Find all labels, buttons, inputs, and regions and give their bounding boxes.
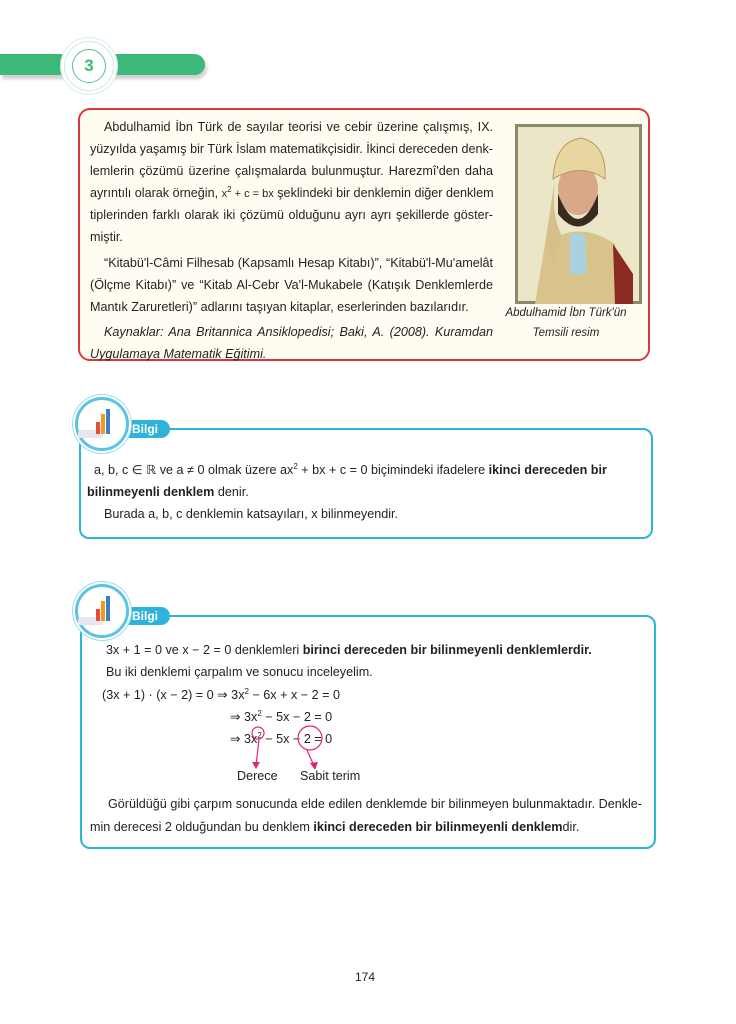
info-line: Bu iki denklemi çarpalım ve sonucu inceleyelim. <box>106 665 373 679</box>
bold-term: bilinmeyenli denklem <box>87 485 215 499</box>
sources-line: Uygulamaya Matematik Eğitimi. <box>90 347 267 361</box>
info-line <box>87 485 249 499</box>
text: ayrıntılı olarak örneğin, <box>90 186 222 200</box>
text-line <box>90 186 493 200</box>
page-number: 174 <box>355 970 376 984</box>
text: dir. <box>562 820 580 834</box>
text-line: (Ölçme Kitabı)” ve “Kitab Al-Cebr Va'l-Mukabele (Katışık Denklemlerde <box>90 278 493 292</box>
text: 3x + 1 = 0 ve x − 2 = 0 denklemleri <box>106 643 303 657</box>
annotation-arrows <box>220 722 360 772</box>
text: − 5x − 2 = 0 <box>261 710 333 724</box>
text-line: Mantık Zaruretleri)” adlarını taşıyan kitaplar, eserlerinden bazılarıdır. <box>90 300 469 314</box>
text: a, b, c ∈ ℝ ve a ≠ 0 olmak üzere ax <box>94 463 294 477</box>
text: = 0 <box>310 732 333 746</box>
bold-term: ikinci dereceden bir <box>488 463 607 477</box>
exponent: 2 <box>293 462 298 471</box>
sources-line: Kaynaklar: Ana Britannica Ansiklopedisi; Baki, A. (2008). Kuramdan <box>104 325 493 339</box>
info-tag: Bilgi <box>118 420 170 438</box>
text: (3x + 1) · (x − 2) = 0 ⇒ 3x <box>102 688 245 702</box>
text: denir. <box>214 485 249 499</box>
text-line: yüzyılda yaşamış bir Türk İslam matematikçisidir. İkinci dereceden denk- <box>90 142 493 156</box>
info-line: Görüldüğü gibi çarpım sonucunda elde edilen denklemde bir bilinmeyen bulunmaktadır. Denkle- <box>108 797 642 811</box>
text-line: miştir. <box>90 230 123 244</box>
text-line: tiplerinden farklı olarak iki çözümü olduğunu ayrı ayrı şekillerde göster- <box>90 208 493 222</box>
text: şeklindeki bir denklemin diğer denklem <box>273 186 494 200</box>
arrow-down-icon <box>252 762 260 769</box>
image-caption-line: Temsili resim <box>532 327 600 339</box>
text: − 2 <box>292 732 311 746</box>
math-line <box>102 687 340 702</box>
chapter-number: 3 <box>72 49 106 83</box>
info-line <box>90 820 579 834</box>
image-caption-line: Abdulhamid İbn Türk'ün <box>505 307 627 319</box>
exponent: 2 <box>257 709 262 718</box>
text: + c = bx <box>231 188 274 200</box>
bold-term: birinci dereceden bir bilinmeyenli denklemlerdir. <box>302 643 592 657</box>
text: ⇒ 3x <box>230 732 258 746</box>
info-box-1 <box>79 428 653 539</box>
exponent: 2 <box>227 185 232 194</box>
text: − 5x <box>261 732 293 746</box>
degree-label: Derece <box>237 769 278 783</box>
info-line: Burada a, b, c denklemin katsayıları, x bilinmeyendir. <box>104 507 398 521</box>
text: ⇒ 3x <box>230 710 258 724</box>
chart-book-icon <box>75 397 129 451</box>
exponent: 2 <box>257 731 262 740</box>
info-line <box>94 462 607 477</box>
degree-circle <box>252 727 264 739</box>
exponent: 2 <box>244 687 249 696</box>
text: + bx + c = 0 biçimindeki ifadelere <box>297 463 489 477</box>
bold-term: ikinci dereceden bir bilinmeyenli denklem <box>313 820 563 834</box>
chart-book-icon <box>75 584 129 638</box>
formula <box>221 185 274 200</box>
text: x <box>221 188 228 200</box>
info-line <box>106 643 592 657</box>
constant-term-label: Sabit terim <box>300 769 361 783</box>
portrait-image <box>515 124 642 304</box>
text-line: “Kitabü'l-Câmi Filhesab (Kapsamlı Hesap Kitabı)”, “Kitabü'l-Mu'amelât <box>104 256 493 270</box>
constant-circle <box>298 726 322 750</box>
text-line: Abdulhamid İbn Türk de sayılar teorisi ve cebir üzerine çalışmış, IX. <box>104 120 493 134</box>
chapter-badge <box>64 41 114 91</box>
info-tag: Bilgi <box>118 607 170 625</box>
text: − 6x + x − 2 = 0 <box>248 688 340 702</box>
text: min derecesi 2 olduğundan bu denklem <box>90 820 314 834</box>
text-line: lemlerin çözümü üzerine çalışmalarda bulunmuştur. Harezmî'den daha <box>90 164 493 178</box>
